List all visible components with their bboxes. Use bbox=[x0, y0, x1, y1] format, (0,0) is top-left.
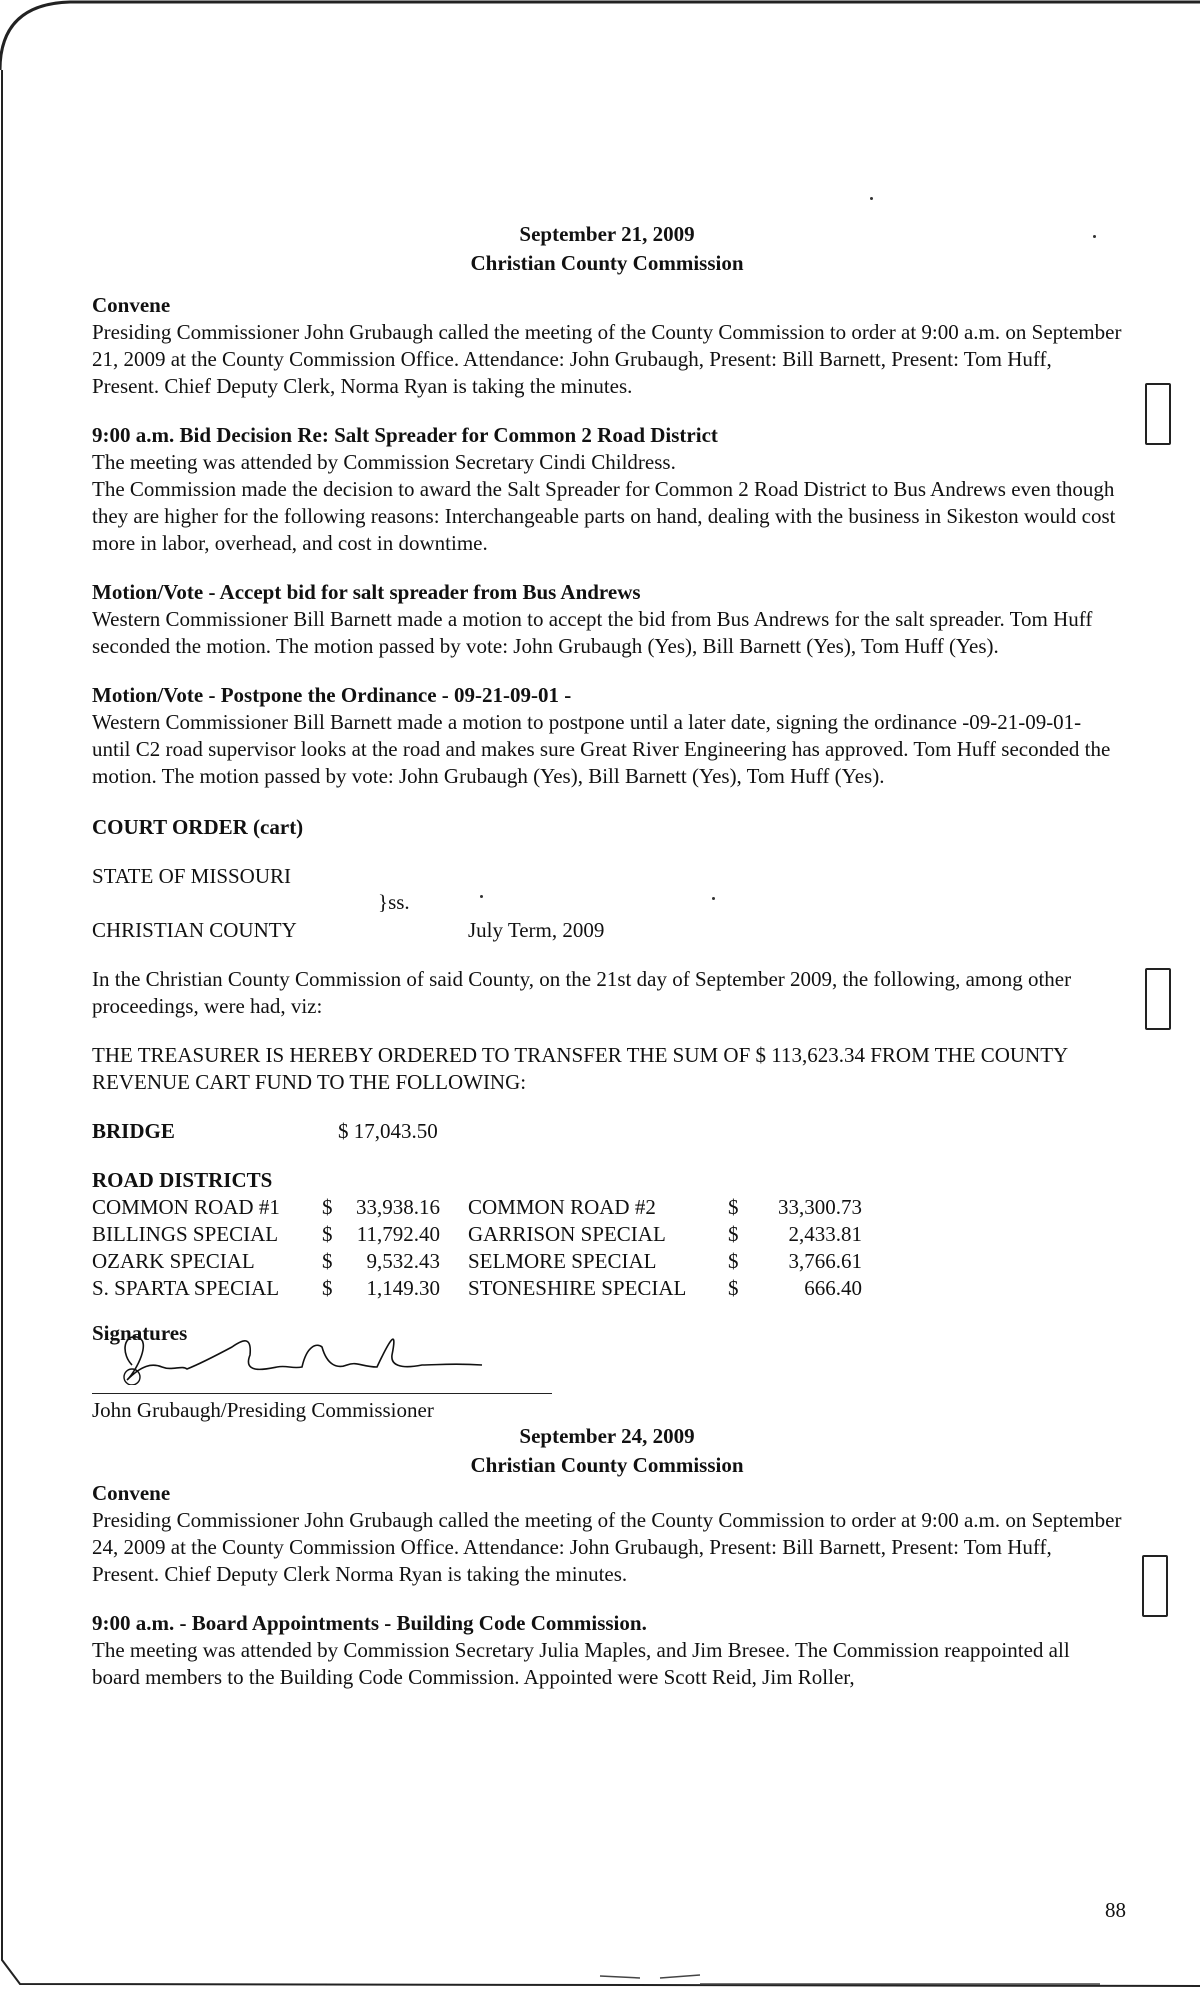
road-currency: $ bbox=[728, 1222, 739, 1246]
bid-decision-text: The Commission made the decision to award the Salt Spreader for Common 2 Road District to Bus Andrews even though they are higher for the following reasons: Interchangeable parts on hand, dealing with the business in Sikeston would cost more in labor, overhead, and cost in downtime. bbox=[92, 477, 1116, 555]
road-name: COMMON ROAD #1 bbox=[92, 1195, 280, 1219]
signature-line bbox=[92, 1393, 552, 1394]
road-districts-table bbox=[92, 1194, 862, 1302]
meeting2-convene-heading: Convene bbox=[92, 1481, 171, 1505]
road-amount: 3,766.61 bbox=[788, 1249, 862, 1273]
road-name: SELMORE SPECIAL bbox=[468, 1249, 657, 1273]
signatures-heading: Signatures bbox=[92, 1321, 188, 1345]
meeting1-convene-section bbox=[92, 292, 1122, 400]
scan-speck bbox=[870, 197, 873, 200]
road-district-row bbox=[92, 1248, 862, 1275]
board-appointments-text: The meeting was attended by Commission Secretary Julia Maples, and Jim Bresee. The Commission reappointed all board members to the Building Code Commission. Appointed were Scott Reid, Jim Roller, bbox=[92, 1638, 1070, 1689]
minutes-document bbox=[92, 220, 1122, 1691]
meeting2-org: Christian County Commission bbox=[470, 1453, 744, 1477]
handwritten-signature bbox=[92, 1325, 552, 1385]
meeting1-convene-text: Presiding Commissioner John Grubaugh called the meeting of the County Commission to order at 9:00 a.m. on September 21, 2009 at the County Commission Office. Attendance: John Grubaugh, Present: Bill Barnett, Present: Tom Huff, Present. Chief Deputy Clerk, Norma Ryan is taking the minutes. bbox=[92, 320, 1122, 398]
venue-block bbox=[92, 863, 1122, 944]
meeting1-date: September 21, 2009 bbox=[519, 222, 695, 246]
meeting1-convene-heading: Convene bbox=[92, 293, 171, 317]
road-districts-heading: ROAD DISTRICTS bbox=[92, 1168, 273, 1192]
road-name: GARRISON SPECIAL bbox=[468, 1222, 666, 1246]
meeting2-convene-section bbox=[92, 1480, 1122, 1588]
motion1-heading: Motion/Vote - Accept bid for salt spreader from Bus Andrews bbox=[92, 580, 641, 604]
road-amount: 2,433.81 bbox=[788, 1222, 862, 1246]
motion1-text: Western Commissioner Bill Barnett made a motion to accept the bid from Bus Andrews for the salt spreader. Tom Huff seconded the motion. The motion passed by vote: John Grubaugh (Yes), Bill Barnett (Yes), Tom Huff (Yes). bbox=[92, 607, 1093, 658]
meeting1-org: Christian County Commission bbox=[470, 251, 744, 275]
term-label: July Term, 2009 bbox=[468, 918, 605, 942]
road-currency: $ bbox=[728, 1276, 739, 1300]
court-order-section bbox=[92, 814, 1122, 1302]
signatures-section bbox=[92, 1320, 1122, 1424]
road-name: COMMON ROAD #2 bbox=[468, 1195, 656, 1219]
board-appointments-heading: 9:00 a.m. - Board Appointments - Building Code Commission. bbox=[92, 1611, 647, 1635]
road-district-row bbox=[92, 1194, 862, 1221]
road-district-row bbox=[92, 1221, 862, 1248]
board-appointments-section bbox=[92, 1610, 1122, 1691]
proceedings-text: In the Christian County Commission of said County, on the 21st day of September 2009, the following, among other proceedings, were had, viz: bbox=[92, 967, 1072, 1018]
meeting2-date: September 24, 2009 bbox=[519, 1424, 695, 1448]
road-currency: $ bbox=[728, 1195, 739, 1219]
binder-hole-middle bbox=[1145, 968, 1171, 1030]
signature-block bbox=[92, 1349, 552, 1409]
road-currency: $ bbox=[322, 1249, 333, 1273]
road-name: OZARK SPECIAL bbox=[92, 1249, 255, 1273]
road-currency: $ bbox=[322, 1276, 333, 1300]
transfer-order-text: THE TREASURER IS HEREBY ORDERED TO TRANSFER THE SUM OF $ 113,623.34 FROM THE COUNTY REVENUE CART FUND TO THE FOLLOWING: bbox=[92, 1043, 1068, 1094]
bridge-label: BRIDGE bbox=[92, 1119, 175, 1143]
bid-decision-section bbox=[92, 422, 1122, 557]
road-name: BILLINGS SPECIAL bbox=[92, 1222, 279, 1246]
page-number: 88 bbox=[1105, 1898, 1126, 1922]
road-amount: 9,532.43 bbox=[366, 1249, 440, 1273]
road-amount: 33,938.16 bbox=[356, 1195, 440, 1219]
bridge-amount: $ 17,043.50 bbox=[338, 1119, 438, 1143]
court-order-heading: COURT ORDER (cart) bbox=[92, 815, 304, 839]
road-amount: 11,792.40 bbox=[356, 1222, 440, 1246]
road-name: STONESHIRE SPECIAL bbox=[468, 1276, 687, 1300]
ss-label: }ss. bbox=[378, 890, 410, 914]
binder-hole-bottom bbox=[1142, 1555, 1168, 1617]
meeting2-convene-text: Presiding Commissioner John Grubaugh called the meeting of the County Commission to order at 9:00 a.m. on September 24, 2009 at the County Commission Office. Attendance: John Grubaugh, Present: Bill Barnett, Present: Tom Huff, Present. Chief Deputy Clerk Norma Ryan is taking the minutes. bbox=[92, 1508, 1122, 1586]
road-amount: 33,300.73 bbox=[778, 1195, 862, 1219]
binder-hole-top bbox=[1145, 383, 1171, 445]
road-amount: 666.40 bbox=[804, 1276, 862, 1300]
bridge-row bbox=[92, 1118, 1122, 1145]
county-label: CHRISTIAN COUNTY bbox=[92, 918, 297, 942]
bid-decision-attendance: The meeting was attended by Commission Secretary Cindi Childress. bbox=[92, 450, 676, 474]
road-currency: $ bbox=[322, 1222, 333, 1246]
road-name: S. SPARTA SPECIAL bbox=[92, 1276, 280, 1300]
motion1-section bbox=[92, 579, 1122, 660]
road-currency: $ bbox=[728, 1249, 739, 1273]
road-district-row bbox=[92, 1275, 862, 1302]
bid-decision-heading: 9:00 a.m. Bid Decision Re: Salt Spreader for Common 2 Road District bbox=[92, 423, 718, 447]
signature-name: John Grubaugh/Presiding Commissioner bbox=[92, 1398, 434, 1422]
motion2-heading: Motion/Vote - Postpone the Ordinance - 09-21-09-01 - bbox=[92, 683, 572, 707]
motion2-text: Western Commissioner Bill Barnett made a motion to postpone until a later date, signing the ordinance -09-21-09-01- until C2 road supervisor looks at the road and makes sure Great River Engineering has approved. Tom Huff seconded the motion. The motion passed by vote: John Grubaugh (Yes), Bill Barnett (Yes), Tom Huff (Yes). bbox=[92, 710, 1111, 788]
road-amount: 1,149.30 bbox=[366, 1276, 440, 1300]
meeting2-header bbox=[92, 1422, 1122, 1480]
motion2-section bbox=[92, 682, 1122, 790]
state-label: STATE OF MISSOURI bbox=[92, 864, 292, 888]
road-currency: $ bbox=[322, 1195, 333, 1219]
